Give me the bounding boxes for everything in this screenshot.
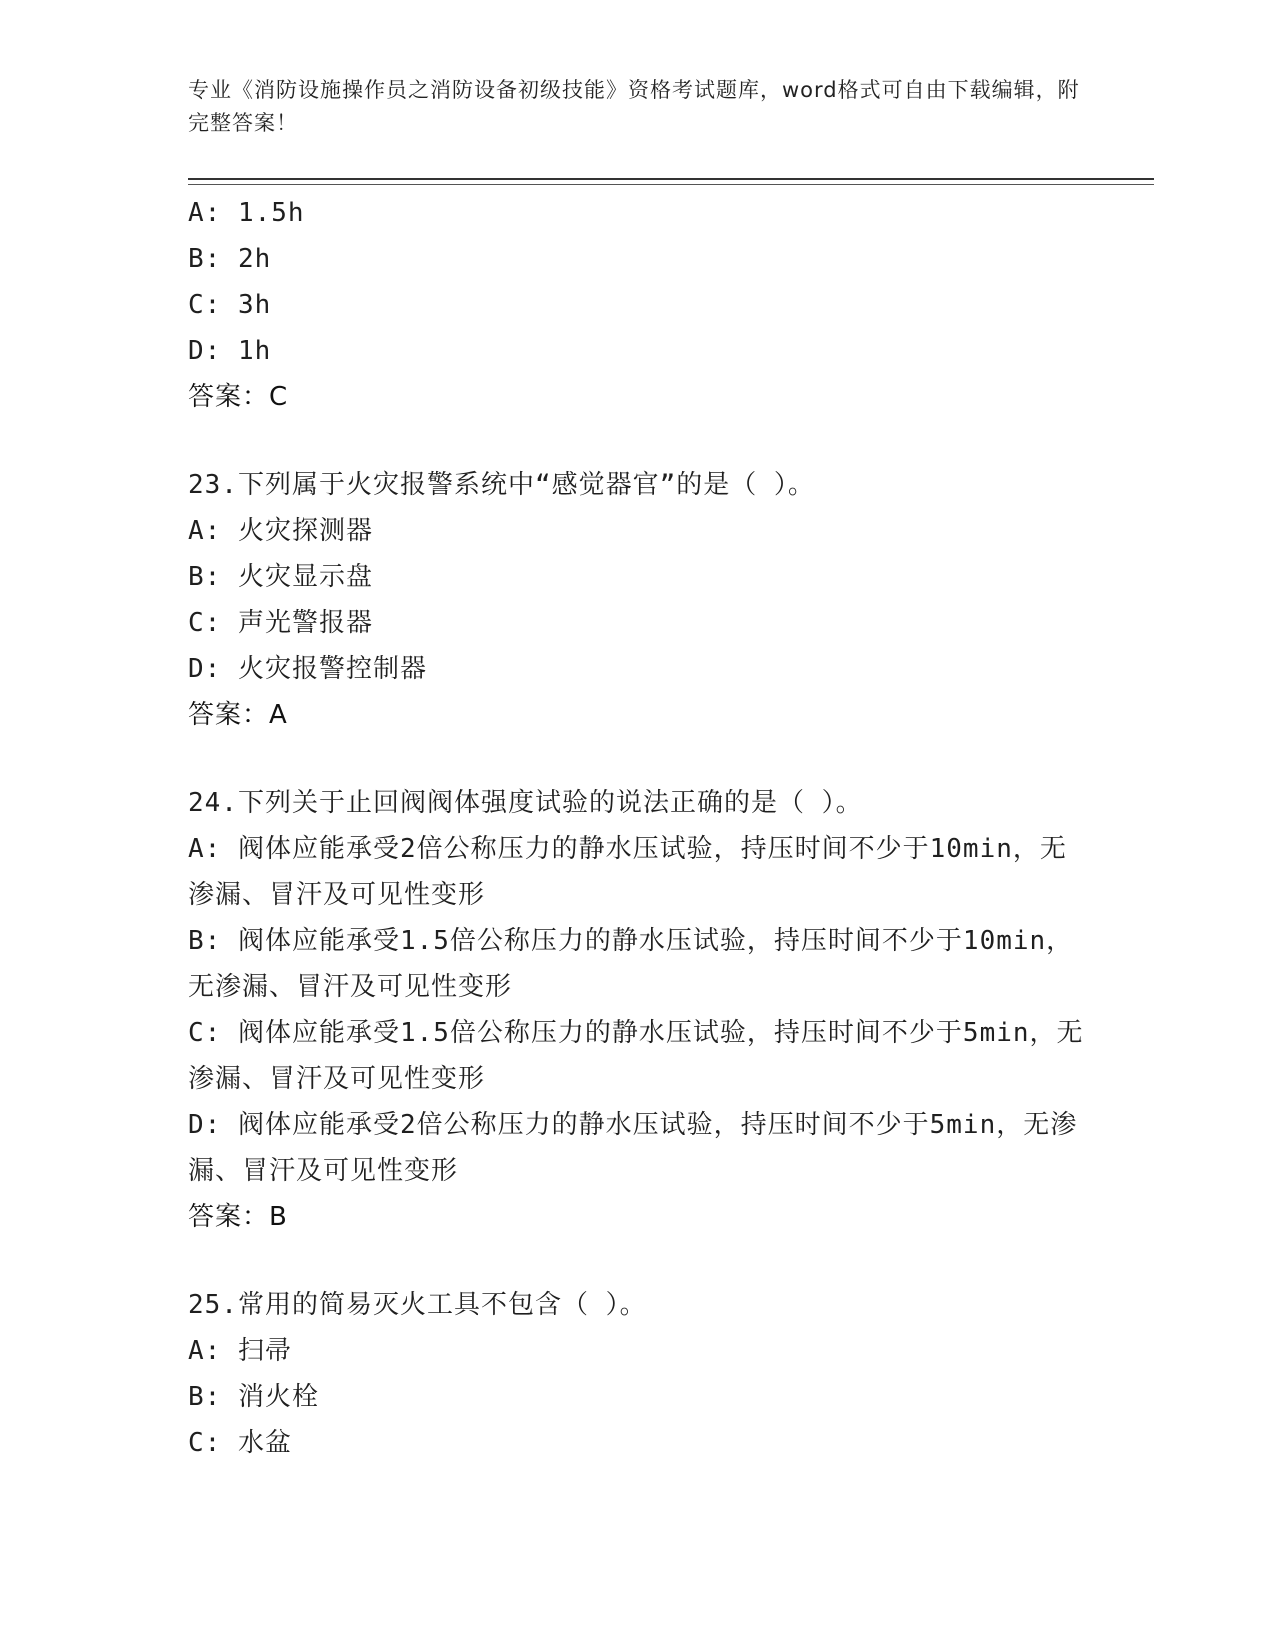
- answer-line: 答案：B: [188, 1202, 288, 1232]
- header-divider-thin: [188, 184, 1154, 185]
- option-a: A: 1.5h: [188, 198, 305, 228]
- option-d: D: 火灾报警控制器: [188, 654, 427, 684]
- question-block-25: [188, 1282, 1088, 1466]
- answer-line: 答案：A: [188, 700, 288, 730]
- question-text: 25.常用的简易灭火工具不包含（ ）。: [188, 1290, 647, 1320]
- option-c: C: 水盆: [188, 1428, 292, 1458]
- option-b: B: 阀体应能承受1.5倍公称压力的静水压试验，持压时间不少于10min，无渗漏、冒汗及可见性变形: [188, 926, 1074, 1002]
- question-list: [188, 190, 1088, 1466]
- option-b: B: 火灾显示盘: [188, 562, 373, 592]
- answer-line: 答案：C: [188, 382, 289, 412]
- spacer: [188, 1240, 1088, 1282]
- document-header: 专业《消防设施操作员之消防设备初级技能》资格考试题库，word格式可自由下载编辑，附完整答案！: [188, 78, 1080, 135]
- option-d: D: 1h: [188, 336, 272, 366]
- spacer: [188, 738, 1088, 780]
- option-d: D: 阀体应能承受2倍公称压力的静水压试验，持压时间不少于5min，无渗漏、冒汗及可见性变形: [188, 1110, 1078, 1186]
- option-b: B: 消火栓: [188, 1382, 319, 1412]
- option-c: C: 3h: [188, 290, 272, 320]
- option-a: A: 扫帚: [188, 1336, 292, 1366]
- option-a: A: 阀体应能承受2倍公称压力的静水压试验，持压时间不少于10min，无渗漏、冒汗及可见性变形: [188, 834, 1067, 910]
- question-block-23: [188, 462, 1088, 738]
- question-text: 24.下列关于止回阀阀体强度试验的说法正确的是（ ）。: [188, 788, 863, 818]
- option-c: C: 阀体应能承受1.5倍公称压力的静水压试验，持压时间不少于5min，无渗漏、冒汗及可见性变形: [188, 1018, 1084, 1094]
- option-c: C: 声光警报器: [188, 608, 373, 638]
- question-block-22: [188, 190, 1088, 420]
- spacer: [188, 420, 1088, 462]
- question-text: 23.下列属于火灾报警系统中“感觉器官”的是（ ）。: [188, 470, 815, 500]
- header-divider-thick: [188, 178, 1154, 180]
- option-b: B: 2h: [188, 244, 272, 274]
- question-block-24: [188, 780, 1088, 1240]
- option-a: A: 火灾探测器: [188, 516, 373, 546]
